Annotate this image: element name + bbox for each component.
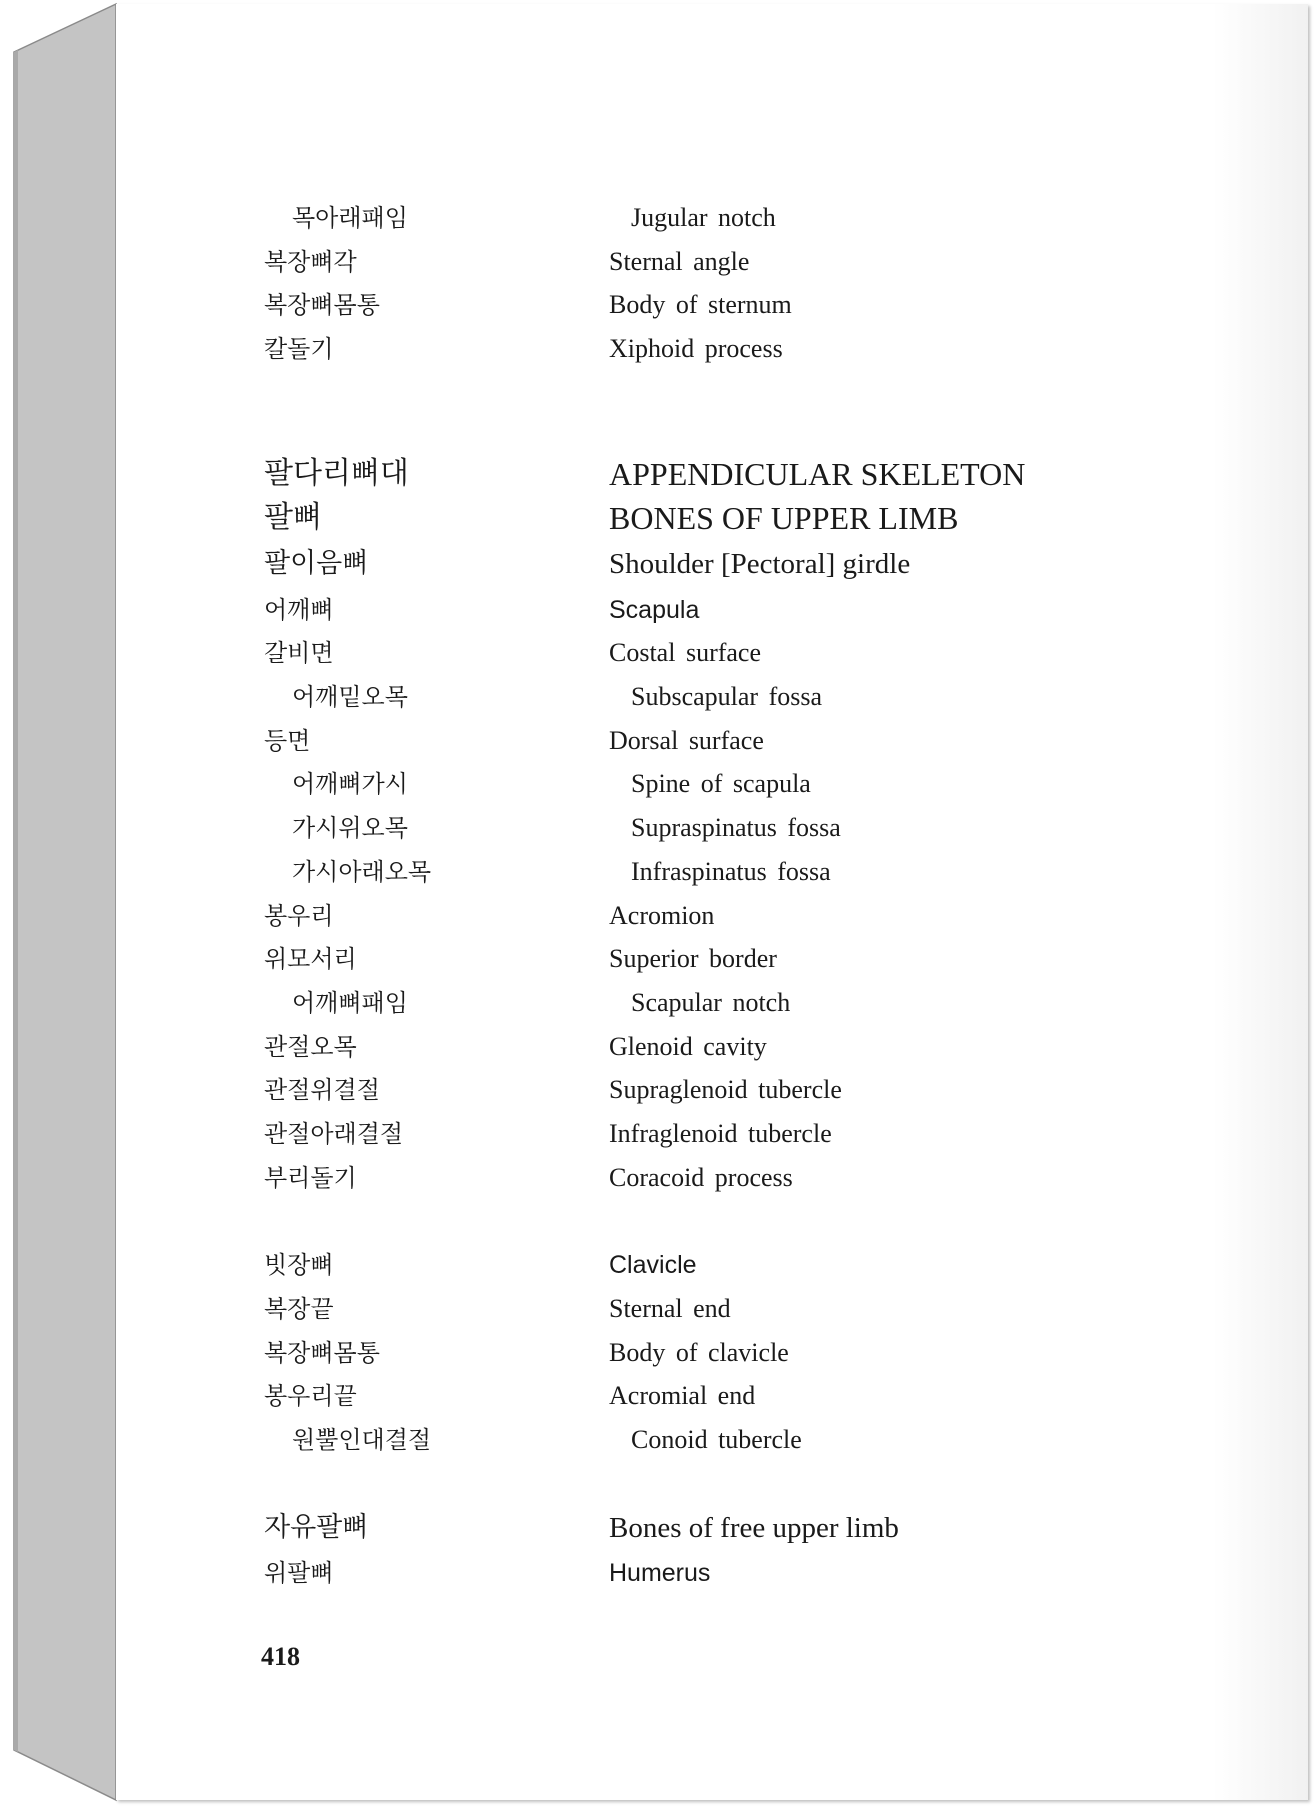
glossary-entry [116, 810, 1308, 854]
english-term: Acromion [609, 901, 715, 930]
english-term: Coracoid process [609, 1163, 793, 1192]
english-term: Humerus [609, 1559, 711, 1587]
korean-term: 칼돌기 [264, 335, 334, 363]
korean-term: 빗장뼈 [264, 1251, 334, 1279]
glossary-entry [116, 635, 1308, 679]
english-term: Supraglenoid tubercle [609, 1075, 842, 1104]
english-term: Shoulder [Pectoral] girdle [609, 548, 911, 580]
english-term: APPENDICULAR SKELETON [609, 456, 1026, 492]
glossary-entry [116, 200, 1308, 244]
korean-term: 팔뼈 [264, 500, 322, 535]
glossary-entry [116, 331, 1308, 375]
korean-term: 봉우리끝 [264, 1382, 357, 1410]
english-term: Scapula [609, 596, 700, 624]
english-term: Costal surface [609, 638, 762, 667]
korean-term: 복장뼈각 [264, 248, 357, 276]
glossary-entry [116, 898, 1308, 942]
english-term: Scapular notch [631, 988, 791, 1017]
english-term: Sternal angle [609, 247, 750, 276]
english-term: Superior border [609, 944, 777, 973]
glossary-entry [116, 854, 1308, 898]
korean-term: 복장뼈몸통 [264, 1339, 380, 1367]
korean-term: 관절아래결절 [264, 1120, 404, 1148]
english-term: Body of clavicle [609, 1338, 789, 1367]
glossary-entry [116, 985, 1308, 1029]
korean-term: 어깨뼈패임 [292, 989, 408, 1017]
english-term: Supraspinatus fossa [631, 813, 841, 842]
english-term: Infraglenoid tubercle [609, 1119, 832, 1148]
korean-term: 가시위오목 [292, 814, 408, 842]
section-heading [116, 500, 1308, 544]
english-term: Dorsal surface [609, 726, 764, 755]
english-term: Jugular notch [631, 203, 776, 232]
glossary-entry [116, 679, 1308, 723]
glossary-entry [116, 1378, 1308, 1422]
glossary-entry [116, 1555, 1308, 1599]
korean-term: 팔이음뼈 [264, 548, 369, 579]
glossary-entry [116, 546, 1308, 590]
glossary-entry [116, 1160, 1308, 1204]
glossary-entry [116, 592, 1308, 636]
section-heading [116, 456, 1308, 500]
korean-term: 관절오목 [264, 1033, 357, 1061]
english-term: BONES OF UPPER LIMB [609, 500, 959, 536]
english-term: Acromial end [609, 1381, 756, 1410]
glossary-entry [116, 766, 1308, 810]
korean-term: 복장뼈몸통 [264, 291, 380, 319]
glossary-entry [116, 1510, 1308, 1554]
korean-term: 어깨뼈가시 [292, 770, 408, 798]
korean-term: 부리돌기 [264, 1164, 357, 1192]
glossary-entry [116, 723, 1308, 767]
glossary-entry [116, 1247, 1308, 1291]
english-term: Conoid tubercle [631, 1425, 802, 1454]
english-term: Clavicle [609, 1251, 697, 1279]
korean-term: 원뿔인대결절 [292, 1426, 432, 1454]
english-term: Body of sternum [609, 290, 792, 319]
glossary-entry [116, 941, 1308, 985]
english-term: Xiphoid process [609, 334, 783, 363]
english-term: Sternal end [609, 1294, 731, 1323]
english-term: Subscapular fossa [631, 682, 823, 711]
korean-term: 위팔뼈 [264, 1559, 334, 1587]
korean-term: 봉우리 [264, 902, 334, 930]
glossary-entry [116, 1335, 1308, 1379]
korean-term: 목아래패임 [292, 204, 408, 232]
korean-term: 관절위결절 [264, 1076, 380, 1104]
korean-term: 복장끝 [264, 1295, 334, 1323]
glossary-entry [116, 1422, 1308, 1466]
english-term: Infraspinatus fossa [631, 857, 831, 886]
english-term: Spine of scapula [631, 769, 811, 798]
korean-term: 팔다리뼈대 [264, 456, 409, 491]
korean-term: 등면 [264, 727, 311, 755]
glossary-entry [116, 1116, 1308, 1160]
korean-term: 위모서리 [264, 945, 357, 973]
english-term: Bones of free upper limb [609, 1512, 899, 1544]
page [116, 4, 1308, 1800]
page-number: 418 [261, 1642, 300, 1671]
glossary-entry [116, 244, 1308, 288]
english-term: Glenoid cavity [609, 1032, 767, 1061]
korean-term: 어깨밑오목 [292, 683, 408, 711]
glossary-entry [116, 1029, 1308, 1073]
glossary-entry [116, 1291, 1308, 1335]
korean-term: 갈비면 [264, 639, 334, 667]
glossary-entry [116, 287, 1308, 331]
korean-term: 자유팔뼈 [264, 1512, 369, 1543]
korean-term: 가시아래오목 [292, 858, 432, 886]
glossary-entry [116, 1072, 1308, 1116]
korean-term: 어깨뼈 [264, 596, 334, 624]
book-spine [0, 0, 120, 1806]
